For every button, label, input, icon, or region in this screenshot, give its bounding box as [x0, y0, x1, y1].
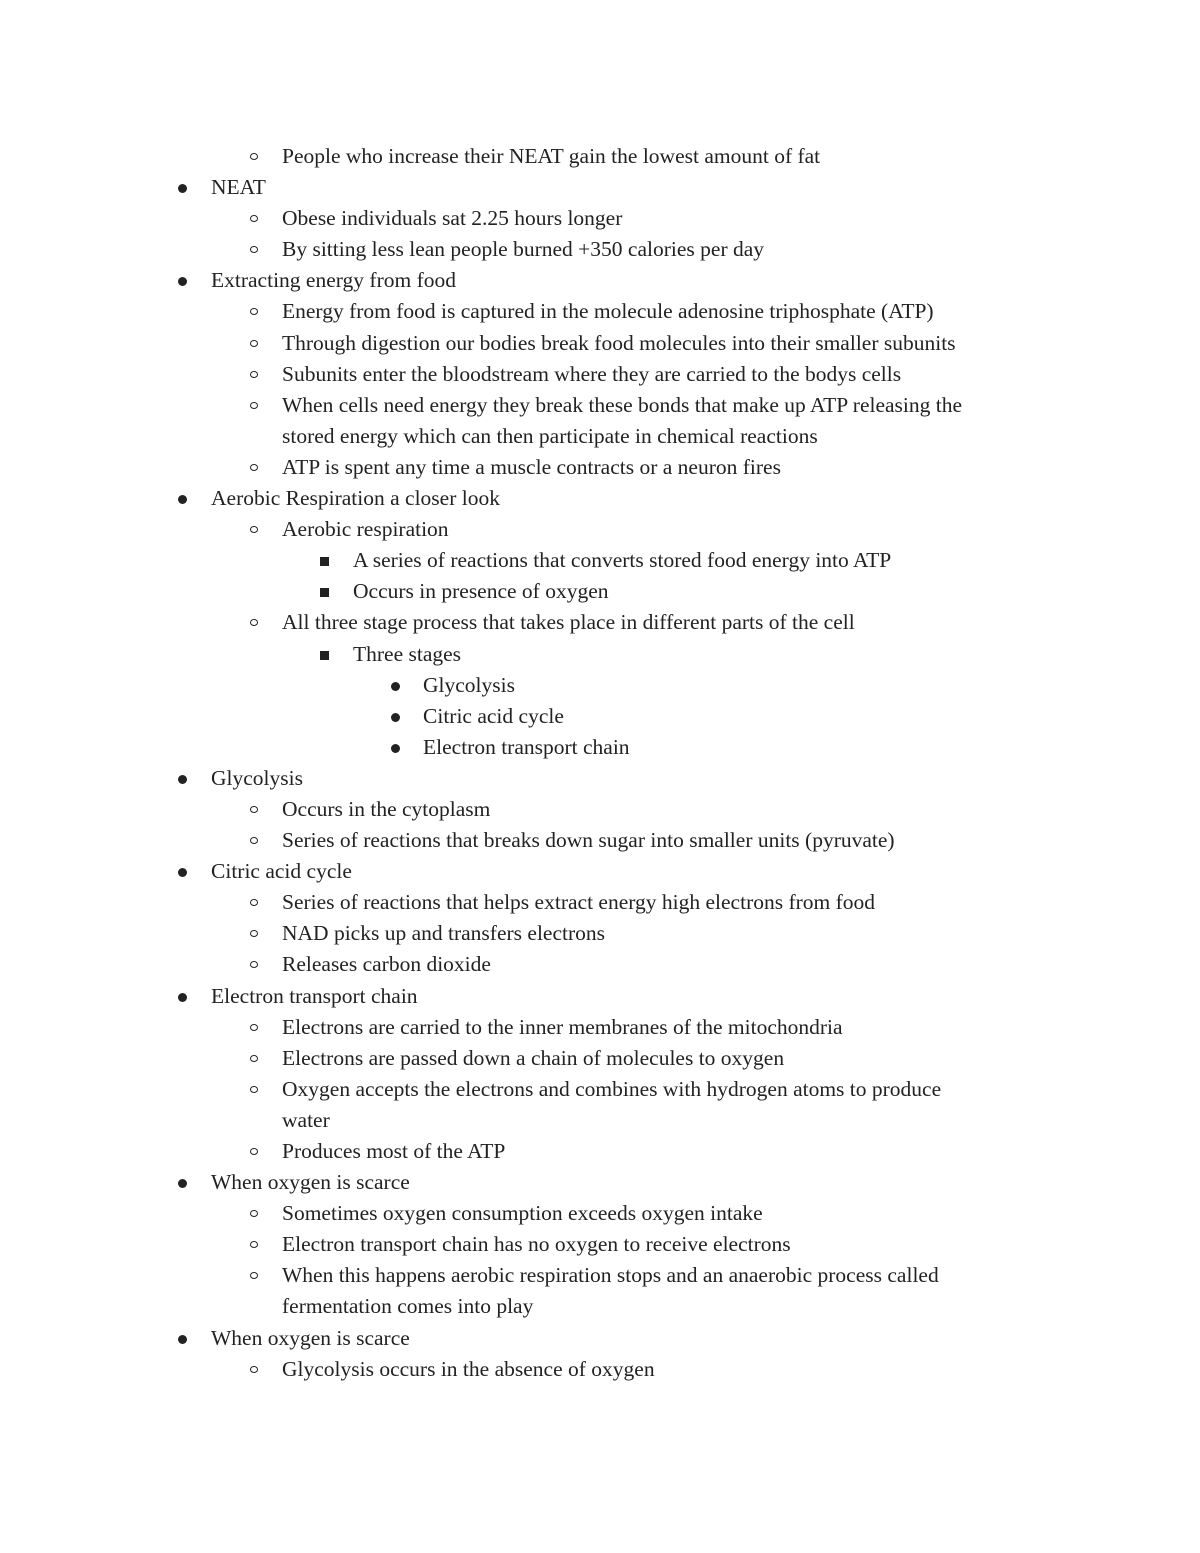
list-item-text: Electron transport chain: [211, 983, 418, 1008]
hollow-circle-bullet-icon: [250, 1148, 258, 1155]
list-item-text: Aerobic respiration: [282, 517, 449, 542]
hollow-circle-bullet-icon: [250, 1366, 258, 1373]
filled-bullet-icon: [178, 495, 187, 504]
list-item-level-2: [0, 296, 1200, 327]
list-item-text: Series of reactions that helps extract energy high electrons from food: [282, 890, 876, 915]
filled-bullet-icon: [178, 993, 187, 1002]
list-item-level-2: [0, 234, 1200, 265]
list-item-level-2: [0, 1012, 1200, 1043]
list-item-continuation: [0, 1105, 1200, 1136]
filled-bullet-icon: [178, 868, 187, 877]
list-item-text: Aerobic Respiration a closer look: [211, 486, 500, 511]
list-item-text: Energy from food is captured in the molecule adenosine triphosphate (ATP): [282, 299, 934, 324]
list-item-level-4: [0, 732, 1200, 763]
list-item-text: Electron transport chain: [423, 734, 630, 759]
list-item-text: Citric acid cycle: [423, 703, 564, 728]
list-item-level-3: [0, 639, 1200, 670]
hollow-circle-bullet-icon: [250, 1024, 258, 1031]
list-item-level-2: [0, 141, 1200, 172]
list-item-text: Oxygen accepts the electrons and combines with hydrogen atoms to produce: [282, 1076, 942, 1101]
hollow-circle-bullet-icon: [250, 1241, 258, 1248]
filled-bullet-icon: [391, 713, 400, 722]
list-item-text: fermentation comes into play: [282, 1294, 534, 1319]
list-item-text: Citric acid cycle: [211, 859, 352, 884]
list-item-text: water: [282, 1107, 330, 1132]
square-bullet-icon: [320, 651, 329, 660]
list-item-level-1: [0, 172, 1200, 203]
list-item-continuation: [0, 421, 1200, 452]
filled-bullet-icon: [178, 775, 187, 784]
hollow-circle-bullet-icon: [250, 1272, 258, 1279]
list-item-text: Occurs in presence of oxygen: [353, 579, 609, 604]
list-item-text: A series of reactions that converts stored food energy into ATP: [353, 548, 892, 573]
filled-bullet-icon: [391, 682, 400, 691]
square-bullet-icon: [320, 557, 329, 566]
list-item-level-1: [0, 763, 1200, 794]
filled-bullet-icon: [178, 1179, 187, 1188]
list-item-level-2: [0, 825, 1200, 856]
list-item-text: People who increase their NEAT gain the lowest amount of fat: [282, 144, 821, 168]
hollow-circle-bullet-icon: [250, 215, 258, 222]
list-item-level-2: [0, 1354, 1200, 1385]
list-item-text: Glycolysis occurs in the absence of oxygen: [282, 1356, 655, 1381]
list-item-level-2: [0, 1198, 1200, 1229]
list-item-level-2: [0, 1043, 1200, 1074]
list-item-text: When oxygen is scarce: [211, 1170, 410, 1195]
hollow-circle-bullet-icon: [250, 899, 258, 906]
filled-bullet-icon: [178, 1335, 187, 1344]
list-item-level-2: [0, 1260, 1200, 1291]
hollow-circle-bullet-icon: [250, 246, 258, 253]
list-item-level-1: [0, 1323, 1200, 1354]
list-item-text: Through digestion our bodies break food molecules into their smaller subunits: [282, 330, 956, 355]
list-item-text: NEAT: [211, 175, 266, 200]
list-item-level-2: [0, 607, 1200, 638]
list-item-text: Subunits enter the bloodstream where they are carried to the bodys cells: [282, 361, 902, 386]
list-item-text: Releases carbon dioxide: [282, 952, 491, 977]
list-item-text: When this happens aerobic respiration stops and an anaerobic process called: [282, 1263, 939, 1288]
hollow-circle-bullet-icon: [250, 1210, 258, 1217]
list-item-level-1: [0, 856, 1200, 887]
list-item-text: Three stages: [353, 641, 462, 666]
square-bullet-icon: [320, 588, 329, 597]
hollow-circle-bullet-icon: [250, 806, 258, 813]
list-item-level-2: [0, 452, 1200, 483]
list-item-level-2: [0, 328, 1200, 359]
list-item-level-1: [0, 1167, 1200, 1198]
list-item-text: Occurs in the cytoplasm: [282, 796, 491, 821]
list-item-level-1: [0, 265, 1200, 296]
filled-bullet-icon: [178, 277, 187, 286]
hollow-circle-bullet-icon: [250, 464, 258, 471]
hollow-circle-bullet-icon: [250, 526, 258, 533]
list-item-text: Obese individuals sat 2.25 hours longer: [282, 206, 623, 231]
list-item-text: Glycolysis: [211, 765, 303, 790]
list-item-text: Produces most of the ATP: [282, 1139, 506, 1163]
list-item-text: Extracting energy from food: [211, 268, 456, 293]
hollow-circle-bullet-icon: [250, 930, 258, 937]
list-item-level-2: [0, 1229, 1200, 1260]
hollow-circle-bullet-icon: [250, 961, 258, 968]
list-item-text: stored energy which can then participate in chemical reactions: [282, 423, 818, 448]
filled-bullet-icon: [178, 184, 187, 193]
list-item-text: ATP is spent any time a muscle contracts or a neuron fires: [282, 454, 781, 479]
list-item-level-1: [0, 981, 1200, 1012]
list-item-level-2: [0, 1074, 1200, 1105]
list-item-level-2: [0, 390, 1200, 421]
list-item-level-4: [0, 670, 1200, 701]
hollow-circle-bullet-icon: [250, 402, 258, 409]
hollow-circle-bullet-icon: [250, 371, 258, 378]
hollow-circle-bullet-icon: [250, 619, 258, 626]
hollow-circle-bullet-icon: [250, 153, 258, 160]
list-item-level-4: [0, 701, 1200, 732]
list-item-level-2: [0, 887, 1200, 918]
list-item-continuation: [0, 1291, 1200, 1322]
list-item-level-3: [0, 576, 1200, 607]
list-item-text: Electron transport chain has no oxygen to receive electrons: [282, 1232, 791, 1257]
list-item-text: By sitting less lean people burned +350 calories per day: [282, 237, 765, 262]
list-item-level-2: [0, 949, 1200, 980]
list-item-text: NAD picks up and transfers electrons: [282, 921, 606, 946]
hollow-circle-bullet-icon: [250, 308, 258, 315]
list-item-level-2: [0, 514, 1200, 545]
list-item-level-1: [0, 483, 1200, 514]
hollow-circle-bullet-icon: [250, 340, 258, 347]
list-item-text: All three stage process that takes place in different parts of the cell: [282, 610, 855, 635]
list-item-level-2: [0, 794, 1200, 825]
list-item-level-2: [0, 359, 1200, 390]
hollow-circle-bullet-icon: [250, 837, 258, 844]
list-item-text: Glycolysis: [423, 672, 515, 697]
hollow-circle-bullet-icon: [250, 1055, 258, 1062]
list-item-level-2: [0, 918, 1200, 949]
list-item-text: Sometimes oxygen consumption exceeds oxygen intake: [282, 1201, 763, 1226]
filled-bullet-icon: [391, 744, 400, 753]
list-item-level-2: [0, 1136, 1200, 1167]
notes-page: [0, 141, 1200, 1385]
list-item-level-3: [0, 545, 1200, 576]
list-item-level-2: [0, 203, 1200, 234]
list-item-text: Electrons are passed down a chain of molecules to oxygen: [282, 1045, 785, 1070]
list-item-text: Series of reactions that breaks down sugar into smaller units (pyruvate): [282, 828, 895, 853]
hollow-circle-bullet-icon: [250, 1086, 258, 1093]
list-item-text: Electrons are carried to the inner membranes of the mitochondria: [282, 1014, 843, 1039]
list-item-text: When oxygen is scarce: [211, 1325, 410, 1350]
list-item-text: When cells need energy they break these bonds that make up ATP releasing the: [282, 392, 963, 417]
